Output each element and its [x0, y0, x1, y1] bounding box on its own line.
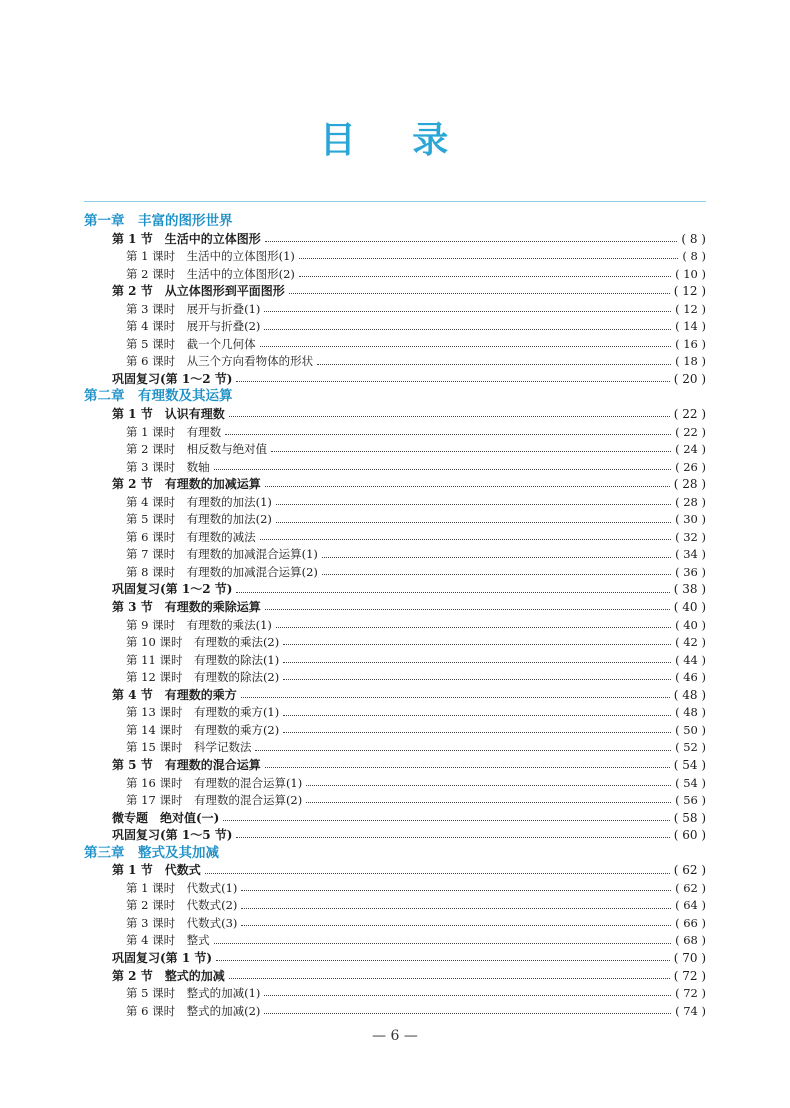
toc-section: [84, 371, 706, 389]
dot-leader: [264, 329, 671, 330]
toc-lesson: [84, 494, 706, 512]
toc-entry-label: 第 14 课时 有理数的乘方(2): [126, 722, 280, 737]
toc-entry-label: 第 6 课时 整式的加减(2): [126, 1003, 261, 1018]
toc-lesson: [84, 546, 706, 564]
toc-page-number: ( 28 ): [673, 477, 706, 492]
toc-lesson: [84, 318, 706, 336]
toc-page-number: ( 74 ): [675, 1003, 706, 1018]
toc-lesson: [84, 301, 706, 319]
dot-leader: [317, 364, 671, 365]
toc-lesson: [84, 266, 706, 284]
toc-entry-label: 第 3 课时 展开与折叠(1): [126, 301, 261, 316]
toc-entry-label: 第三章 整式及其加减: [84, 844, 219, 861]
toc-page-number: ( 34 ): [675, 547, 706, 562]
dot-leader: [205, 873, 670, 874]
toc-lesson: [84, 617, 706, 635]
toc-page-number: ( 28 ): [675, 494, 706, 509]
toc-page-number: ( 64 ): [675, 898, 706, 913]
toc-entry-label: 第 15 课时 科学记数法: [126, 740, 252, 755]
toc-page-number: ( 56 ): [675, 793, 706, 808]
toc-lesson: [84, 634, 706, 652]
toc-entry-label: 第 2 课时 相反数与绝对值: [126, 442, 268, 457]
toc-lesson: [84, 792, 706, 810]
table-of-contents: [84, 213, 706, 1020]
dot-leader: [236, 381, 669, 382]
toc-entry-label: 巩固复习(第 1～5 节): [112, 828, 233, 843]
dot-leader: [299, 276, 671, 277]
toc-page-number: ( 70 ): [673, 950, 706, 965]
toc-entry-label: 第 1 课时 代数式(1): [126, 880, 238, 895]
toc-page-number: ( 26 ): [675, 459, 706, 474]
toc-lesson: [84, 669, 706, 687]
dot-leader: [214, 469, 671, 470]
toc-entry-label: 第 3 节 有理数的乘除运算: [112, 600, 261, 615]
toc-entry-label: 第 11 课时 有理数的除法(1): [126, 652, 280, 667]
toc-page-number: ( 10 ): [675, 266, 706, 281]
toc-lesson: [84, 932, 706, 950]
toc-lesson: [84, 459, 706, 477]
page-number: — 6 —: [372, 1028, 418, 1044]
toc-entry-label: 第二章 有理数及其运算: [84, 388, 233, 405]
dot-leader: [223, 820, 669, 821]
dot-leader: [322, 574, 671, 575]
toc-entry-label: 第 4 课时 整式: [126, 933, 210, 948]
toc-entry-label: 第 17 课时 有理数的混合运算(2): [126, 793, 303, 808]
toc-entry-label: 第 6 课时 有理数的减法: [126, 529, 256, 544]
toc-page-number: ( 66 ): [675, 915, 706, 930]
dot-leader: [216, 960, 670, 961]
toc-entry-label: 微专题 绝对值(一): [112, 810, 220, 825]
toc-entry-label: 第 4 课时 有理数的加法(1): [126, 494, 272, 509]
toc-lesson: [84, 880, 706, 898]
toc-lesson: [84, 985, 706, 1003]
toc-page-number: ( 40 ): [675, 617, 706, 632]
toc-page-number: ( 18 ): [675, 354, 706, 369]
toc-entry-label: 第 2 节 有理数的加减运算: [112, 477, 261, 492]
toc-lesson: [84, 722, 706, 740]
toc-entry-label: 第 4 课时 展开与折叠(2): [126, 319, 261, 334]
dot-leader: [306, 802, 671, 803]
toc-entry-label: 巩固复习(第 1 节): [112, 950, 213, 965]
toc-entry-label: 第 6 课时 从三个方向看物体的形状: [126, 354, 314, 369]
toc-chapter: [84, 213, 706, 231]
toc-lesson: [84, 739, 706, 757]
toc-entry-label: 第 1 课时 有理数: [126, 424, 222, 439]
toc-lesson: [84, 529, 706, 547]
toc-entry-label: 第 5 课时 有理数的加法(2): [126, 512, 272, 527]
toc-page-number: ( 54 ): [673, 757, 706, 772]
title-divider: [84, 201, 706, 202]
toc-entry-label: 第 13 课时 有理数的乘方(1): [126, 705, 280, 720]
toc-entry-label: 第 2 课时 代数式(2): [126, 898, 238, 913]
toc-section: [84, 827, 706, 845]
toc-section: [84, 599, 706, 617]
dot-leader: [229, 416, 670, 417]
dot-leader: [276, 504, 671, 505]
toc-page-number: ( 52 ): [675, 740, 706, 755]
toc-page-number: ( 14 ): [675, 319, 706, 334]
toc-lesson: [84, 652, 706, 670]
toc-page-number: ( 58 ): [673, 810, 706, 825]
toc-entry-label: 第 2 节 整式的加减: [112, 968, 225, 983]
toc-page-number: ( 72 ): [675, 986, 706, 1001]
dot-leader: [265, 767, 670, 768]
toc-lesson: [84, 915, 706, 933]
dot-leader: [241, 697, 670, 698]
dot-leader: [283, 662, 671, 663]
toc-entry-label: 第 9 课时 有理数的乘法(1): [126, 617, 272, 632]
toc-chapter: [84, 845, 706, 863]
toc-chapter: [84, 388, 706, 406]
toc-section: [84, 687, 706, 705]
dot-leader: [265, 241, 678, 242]
dot-leader: [306, 785, 671, 786]
toc-page-number: ( 12 ): [673, 284, 706, 299]
toc-section: [84, 968, 706, 986]
toc-page-number: ( 24 ): [675, 442, 706, 457]
page-title: 目 录: [319, 120, 471, 161]
toc-section: [84, 757, 706, 775]
toc-page-number: ( 48 ): [673, 687, 706, 702]
toc-entry-label: 第 5 课时 截一个几何体: [126, 336, 256, 351]
toc-page-number: ( 20 ): [673, 371, 706, 386]
toc-lesson: [84, 511, 706, 529]
toc-page-number: ( 62 ): [675, 880, 706, 895]
dot-leader: [260, 346, 671, 347]
dot-leader: [264, 1013, 671, 1014]
toc-entry-label: 第 8 课时 有理数的加减混合运算(2): [126, 564, 318, 579]
toc-entry-label: 第一章 丰富的图形世界: [84, 213, 233, 229]
toc-entry-label: 第 1 节 代数式: [112, 863, 201, 878]
toc-page-number: ( 22 ): [673, 407, 706, 422]
toc-section: [84, 810, 706, 828]
dot-leader: [322, 557, 671, 558]
dot-leader: [283, 732, 671, 733]
dot-leader: [225, 434, 671, 435]
toc-page-number: ( 68 ): [675, 933, 706, 948]
dot-leader: [283, 715, 671, 716]
toc-page-number: ( 40 ): [673, 600, 706, 615]
dot-leader: [236, 592, 669, 593]
toc-page-number: ( 44 ): [675, 652, 706, 667]
toc-entry-label: 第 3 课时 代数式(3): [126, 915, 238, 930]
toc-entry-label: 第 2 课时 生活中的立体图形(2): [126, 266, 295, 281]
toc-lesson: [84, 564, 706, 582]
toc-lesson: [84, 248, 706, 266]
toc-page-number: ( 54 ): [675, 775, 706, 790]
toc-entry-label: 第 5 课时 整式的加减(1): [126, 986, 261, 1001]
toc-entry-label: 第 16 课时 有理数的混合运算(1): [126, 775, 303, 790]
toc-entry-label: 巩固复习(第 1～2 节): [112, 371, 233, 386]
toc-page-number: ( 48 ): [675, 705, 706, 720]
toc-lesson: [84, 1003, 706, 1021]
dot-leader: [241, 908, 671, 909]
dot-leader: [276, 522, 671, 523]
toc-page-number: ( 60 ): [673, 828, 706, 843]
toc-lesson: [84, 336, 706, 354]
toc-page-number: ( 8 ): [681, 231, 706, 246]
dot-leader: [255, 750, 671, 751]
dot-leader: [289, 293, 670, 294]
toc-page-number: ( 42 ): [675, 635, 706, 650]
dot-leader: [214, 943, 671, 944]
toc-entry-label: 第 4 节 有理数的乘方: [112, 687, 237, 702]
toc-entry-label: 第 1 节 认识有理数: [112, 407, 225, 422]
toc-lesson: [84, 424, 706, 442]
toc-section: [84, 406, 706, 424]
toc-section: [84, 862, 706, 880]
toc-lesson: [84, 775, 706, 793]
toc-section: [84, 950, 706, 968]
toc-entry-label: 第 7 课时 有理数的加减混合运算(1): [126, 547, 318, 562]
toc-page-number: ( 38 ): [673, 582, 706, 597]
toc-section: [84, 476, 706, 494]
toc-page-number: ( 62 ): [673, 863, 706, 878]
toc-entry-label: 第 1 课时 生活中的立体图形(1): [126, 249, 295, 264]
dot-leader: [236, 837, 669, 838]
dot-leader: [271, 451, 671, 452]
dot-leader: [241, 925, 671, 926]
toc-page-number: ( 12 ): [675, 301, 706, 316]
toc-entry-label: 第 1 节 生活中的立体图形: [112, 231, 261, 246]
toc-page-number: ( 32 ): [675, 529, 706, 544]
dot-leader: [299, 258, 678, 259]
toc-page-number: ( 50 ): [675, 722, 706, 737]
toc-entry-label: 第 2 节 从立体图形到平面图形: [112, 284, 285, 299]
toc-entry-label: 第 10 课时 有理数的乘法(2): [126, 635, 280, 650]
toc-page-number: ( 46 ): [675, 670, 706, 685]
dot-leader: [260, 539, 671, 540]
toc-lesson: [84, 897, 706, 915]
dot-leader: [276, 627, 671, 628]
toc-section: [84, 581, 706, 599]
toc-entry-label: 第 5 节 有理数的混合运算: [112, 757, 261, 772]
toc-page-number: ( 16 ): [675, 336, 706, 351]
dot-leader: [264, 995, 671, 996]
toc-lesson: [84, 704, 706, 722]
toc-lesson: [84, 353, 706, 371]
toc-section: [84, 231, 706, 249]
toc-lesson: [84, 441, 706, 459]
toc-page-number: ( 36 ): [675, 564, 706, 579]
toc-page-number: ( 8 ): [682, 249, 706, 264]
toc-entry-label: 第 12 课时 有理数的除法(2): [126, 670, 280, 685]
toc-page-number: ( 22 ): [675, 424, 706, 439]
toc-section: [84, 283, 706, 301]
dot-leader: [283, 644, 671, 645]
dot-leader: [229, 978, 670, 979]
toc-page-number: ( 30 ): [675, 512, 706, 527]
toc-entry-label: 巩固复习(第 1～2 节): [112, 582, 233, 597]
toc-entry-label: 第 3 课时 数轴: [126, 459, 210, 474]
dot-leader: [264, 311, 671, 312]
dot-leader: [241, 890, 671, 891]
toc-page-number: ( 72 ): [673, 968, 706, 983]
dot-leader: [265, 609, 670, 610]
dot-leader: [265, 486, 670, 487]
dot-leader: [283, 679, 671, 680]
